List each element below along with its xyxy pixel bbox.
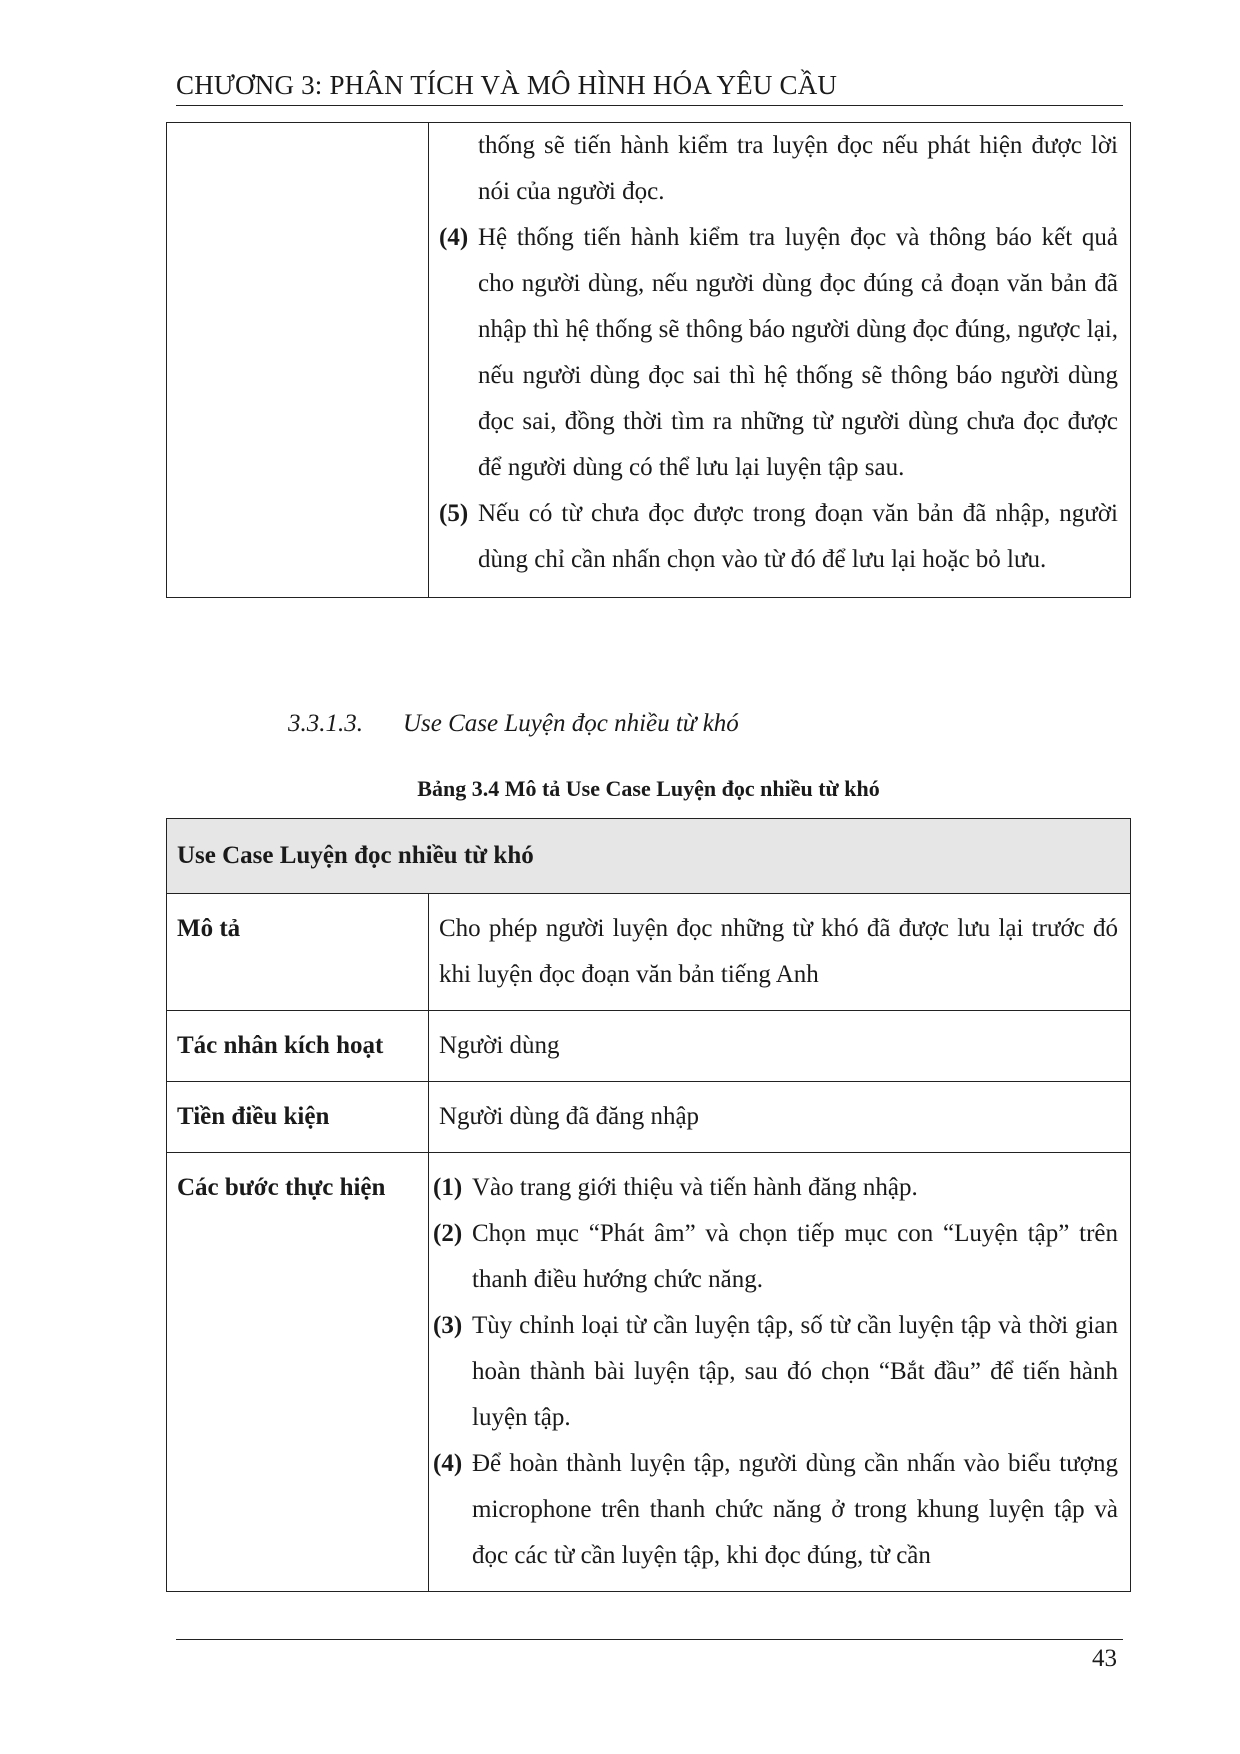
previous-usecase-table-continuation (166, 122, 1131, 598)
step-text: Tùy chỉnh loại từ cần luyện tập, số từ cần luyện tập và thời gian hoàn thành bài luyện tập, sau đó chọn “Bắt đầu” để tiến hành luyện tập. (472, 1312, 1118, 1431)
row-value: Người dùng đã đăng nhập (429, 1082, 1131, 1153)
table-row (167, 1082, 1131, 1153)
list-item (433, 1211, 1118, 1303)
table-row (167, 894, 1131, 1011)
list-item (439, 491, 1118, 583)
table-row (167, 1011, 1131, 1082)
step-number: (1) (433, 1174, 463, 1201)
list-item (433, 1165, 1118, 1211)
row-value: Cho phép người luyện đọc những từ khó đã được lưu lại trước đó khi luyện đọc đoạn văn bản tiếng Anh (429, 894, 1131, 1011)
step-text: Vào trang giới thiệu và tiến hành đăng nhập. (472, 1174, 918, 1201)
usecase-title-cell: Use Case Luyện đọc nhiều từ khó (167, 819, 1131, 894)
chapter-header: CHƯƠNG 3: PHÂN TÍCH VÀ MÔ HÌNH HÓA YÊU CẦU (176, 70, 1123, 106)
page-number: 43 (1092, 1645, 1117, 1672)
usecase-table (166, 818, 1131, 1592)
row-label: Các bước thực hiện (167, 1153, 429, 1592)
table-row (167, 1153, 1131, 1592)
table-caption: Bảng 3.4 Mô tả Use Case Luyện đọc nhiều từ khó (417, 776, 880, 801)
section-title: Use Case Luyện đọc nhiều từ khó (403, 710, 739, 737)
section-heading (288, 710, 739, 738)
step-text: Để hoàn thành luyện tập, người dùng cần nhấn vào biểu tượng microphone trên thanh chức năng ở trong khung luyện tập và đọc các từ cần luyện tập, khi đọc đúng, từ cần (472, 1450, 1118, 1569)
step-continuation-text: thống sẽ tiến hành kiểm tra luyện đọc nếu phát hiện được lời nói của người đọc. (478, 132, 1118, 205)
step-number: (5) (439, 500, 469, 527)
step-text: Nếu có từ chưa đọc được trong đoạn văn bản đã nhập, người dùng chỉ cần nhấn chọn vào từ đó để lưu lại hoặc bỏ lưu. (478, 500, 1118, 573)
table-row (167, 123, 1131, 598)
step-number: (4) (433, 1450, 463, 1477)
steps-cell (429, 1153, 1131, 1592)
list-item (433, 1303, 1118, 1441)
table-row (167, 819, 1131, 894)
step-number: (2) (433, 1220, 463, 1247)
row-label: Tác nhân kích hoạt (167, 1011, 429, 1082)
steps-continuation-cell (429, 123, 1131, 598)
row-label: Mô tả (167, 894, 429, 1011)
list-item (433, 1441, 1118, 1579)
step-text: Chọn mục “Phát âm” và chọn tiếp mục con “Luyện tập” trên thanh điều hướng chức năng. (472, 1220, 1118, 1293)
table-cell-empty (167, 123, 429, 598)
step-text: Hệ thống tiến hành kiểm tra luyện đọc và thông báo kết quả cho người dùng, nếu người dùng đọc đúng cả đoạn văn bản đã nhập thì hệ thống sẽ thông báo người dùng đọc đúng, ngược lại, nếu người dùng đọc sai thì hệ thống sẽ thông báo người dùng đọc sai, đồng thời tìm ra những từ người dùng chưa đọc được để người dùng có thể lưu lại luyện tập sau. (478, 224, 1118, 481)
section-number: 3.3.1.3. (288, 710, 363, 737)
step-number: (3) (433, 1312, 463, 1339)
row-value: Người dùng (429, 1011, 1131, 1082)
row-label: Tiền điều kiện (167, 1082, 429, 1153)
footer-divider (176, 1639, 1123, 1640)
step-number: (4) (439, 224, 469, 251)
list-item (439, 215, 1118, 491)
